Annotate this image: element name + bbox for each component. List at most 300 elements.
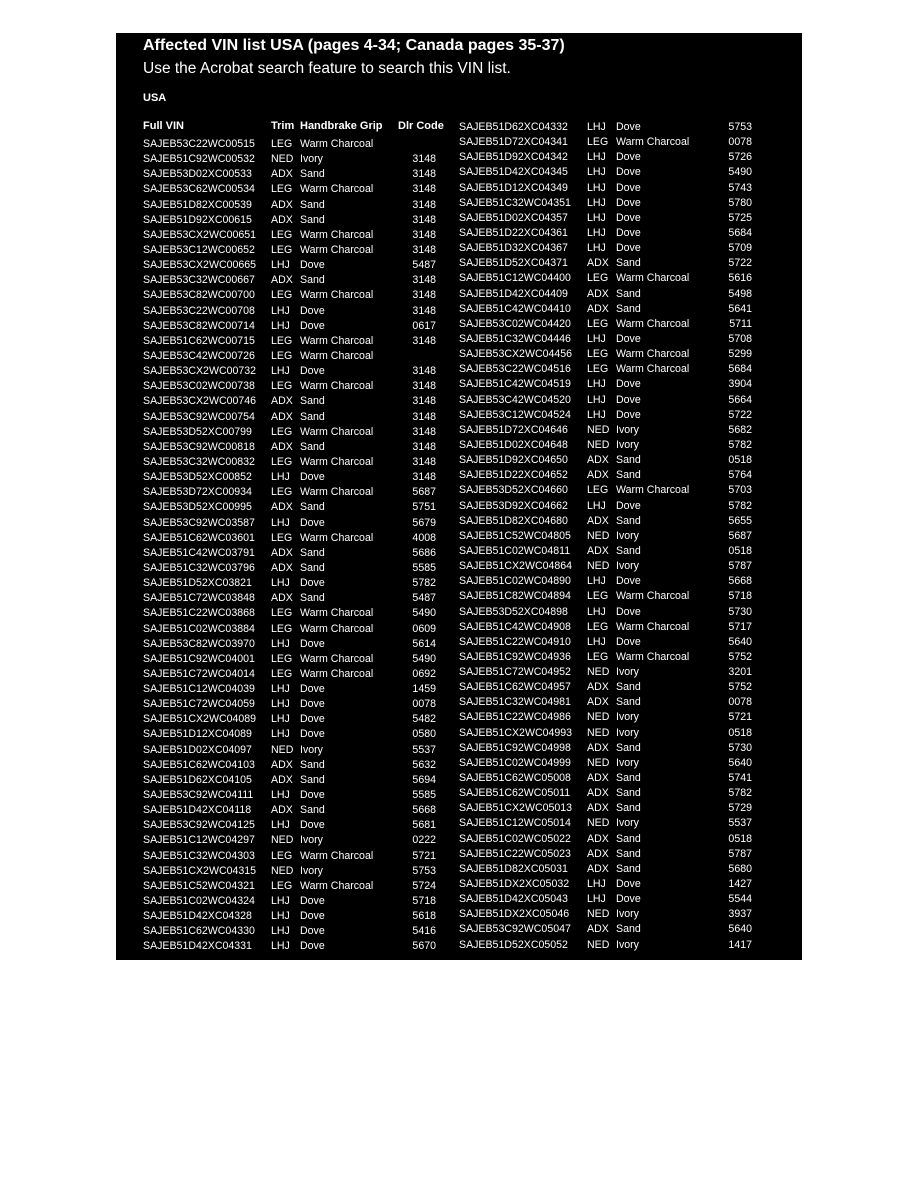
table-row bbox=[143, 697, 436, 712]
grip-cell: Warm Charcoal bbox=[300, 486, 374, 499]
dealer-code-cell: 0518 bbox=[728, 454, 752, 467]
table-row bbox=[143, 546, 436, 561]
vin-cell: SAJEB51C02WC03884 bbox=[143, 622, 255, 635]
trim-cell: LHJ bbox=[587, 151, 606, 164]
table-row bbox=[459, 271, 752, 286]
grip-cell: Ivory bbox=[300, 864, 323, 877]
trim-cell: LEG bbox=[271, 607, 293, 620]
grip-cell: Sand bbox=[616, 923, 641, 936]
vin-cell: SAJEB51CX2WC04993 bbox=[459, 726, 573, 739]
trim-cell: ADX bbox=[587, 469, 609, 482]
dealer-code-cell: 5708 bbox=[728, 332, 752, 345]
dealer-code-cell: 5709 bbox=[728, 242, 752, 255]
trim-cell: LHJ bbox=[271, 259, 290, 272]
trim-cell: ADX bbox=[271, 773, 293, 786]
dealer-code-cell: 3148 bbox=[412, 455, 436, 468]
vin-cell: SAJEB53C92WC04125 bbox=[143, 819, 255, 832]
table-row bbox=[459, 211, 752, 226]
vin-cell: SAJEB51D22XC04652 bbox=[459, 469, 568, 482]
dealer-code-cell: 5711 bbox=[729, 317, 752, 330]
trim-cell: LHJ bbox=[271, 683, 290, 696]
vin-cell: SAJEB53C92WC04111 bbox=[143, 789, 254, 802]
grip-cell: Warm Charcoal bbox=[300, 652, 374, 665]
grip-cell: Warm Charcoal bbox=[300, 380, 374, 393]
table-row bbox=[459, 559, 752, 574]
trim-cell: LEG bbox=[271, 183, 293, 196]
trim-cell: LEG bbox=[271, 425, 293, 438]
trim-cell: LHJ bbox=[587, 408, 606, 421]
dealer-code-cell: 5640 bbox=[728, 923, 752, 936]
vin-cell: SAJEB53D52XC00799 bbox=[143, 425, 252, 438]
trim-cell: NED bbox=[587, 817, 610, 830]
grip-cell: Warm Charcoal bbox=[300, 879, 374, 892]
vin-cell: SAJEB51D52XC03821 bbox=[143, 577, 252, 590]
table-row bbox=[143, 606, 436, 621]
dealer-code-cell: 5640 bbox=[728, 756, 752, 769]
trim-cell: LHJ bbox=[587, 121, 606, 133]
dealer-code-cell: 4008 bbox=[412, 531, 436, 544]
dealer-code-cell: 5490 bbox=[728, 166, 752, 179]
dealer-code-cell: 5655 bbox=[728, 514, 752, 527]
table-row bbox=[459, 362, 752, 377]
trim-cell: LEG bbox=[587, 620, 609, 633]
table-row bbox=[459, 408, 752, 423]
dealer-code-cell: 3148 bbox=[412, 440, 436, 453]
trim-cell: ADX bbox=[587, 802, 609, 815]
dealer-code-cell: 5743 bbox=[728, 181, 752, 194]
grip-cell: Dove bbox=[616, 332, 641, 345]
vin-cell: SAJEB53C32WC00667 bbox=[143, 274, 255, 287]
grip-cell: Ivory bbox=[616, 438, 639, 451]
trim-cell: LEG bbox=[271, 879, 293, 892]
trim-cell: ADX bbox=[271, 410, 293, 423]
grip-cell: Warm Charcoal bbox=[616, 348, 690, 361]
grip-cell: Dove bbox=[616, 196, 641, 209]
grip-cell: Dove bbox=[300, 319, 325, 332]
trim-cell: ADX bbox=[587, 741, 609, 754]
dealer-code-cell: 5416 bbox=[412, 925, 436, 938]
trim-cell: ADX bbox=[271, 804, 293, 817]
grip-cell: Dove bbox=[300, 304, 325, 317]
table-row bbox=[143, 440, 436, 455]
table-row bbox=[143, 531, 436, 546]
table-row bbox=[143, 470, 436, 485]
grip-cell: Warm Charcoal bbox=[300, 243, 374, 256]
vin-cell: SAJEB53C02WC00738 bbox=[143, 380, 255, 393]
grip-cell: Warm Charcoal bbox=[300, 622, 374, 635]
grip-cell: Sand bbox=[616, 802, 641, 815]
grip-cell: Sand bbox=[300, 410, 325, 423]
trim-cell: ADX bbox=[587, 772, 609, 785]
vin-cell: SAJEB51D42XC04118 bbox=[143, 804, 252, 817]
dealer-code-cell: 5537 bbox=[728, 817, 752, 830]
trim-cell: ADX bbox=[587, 862, 609, 875]
dealer-code-cell: 5641 bbox=[728, 302, 752, 315]
dealer-code-cell: 5721 bbox=[728, 711, 752, 724]
grip-cell: Warm Charcoal bbox=[616, 317, 690, 330]
dealer-code-cell: 5585 bbox=[412, 561, 436, 574]
table-row bbox=[459, 741, 752, 756]
trim-cell: NED bbox=[587, 756, 610, 769]
dealer-code-cell: 0609 bbox=[412, 622, 436, 635]
vin-cell: SAJEB51C72WC03848 bbox=[143, 592, 255, 605]
trim-cell: ADX bbox=[587, 302, 609, 315]
trim-cell: ADX bbox=[587, 696, 609, 709]
vin-cell: SAJEB51D92XC00615 bbox=[143, 213, 252, 226]
grip-cell: Sand bbox=[616, 287, 641, 300]
table-row bbox=[459, 635, 752, 650]
grip-cell: Sand bbox=[616, 787, 641, 800]
trim-cell: LHJ bbox=[587, 878, 606, 891]
dealer-code-cell: 5585 bbox=[412, 789, 436, 802]
vin-cell: SAJEB51C92WC04001 bbox=[143, 652, 255, 665]
vin-cell: SAJEB51C12WC05014 bbox=[459, 817, 571, 830]
grip-cell: Sand bbox=[300, 274, 325, 287]
vin-cell: SAJEB51D72XC04646 bbox=[459, 423, 568, 436]
dealer-code-cell: 0617 bbox=[412, 319, 436, 332]
trim-cell: ADX bbox=[271, 274, 293, 287]
dealer-code-cell: 3148 bbox=[412, 471, 436, 484]
dealer-code-cell: 3148 bbox=[412, 168, 436, 181]
grip-cell: Warm Charcoal bbox=[300, 667, 374, 680]
grip-cell: Dove bbox=[300, 471, 325, 484]
table-row bbox=[459, 377, 752, 392]
dealer-code-cell: 5487 bbox=[412, 259, 436, 272]
table-row bbox=[459, 438, 752, 453]
vin-cell: SAJEB51D82XC05031 bbox=[459, 862, 568, 875]
trim-cell: ADX bbox=[587, 832, 609, 845]
trim-cell: LEG bbox=[271, 243, 293, 256]
dealer-code-cell: 3148 bbox=[412, 183, 436, 196]
grip-cell: Warm Charcoal bbox=[300, 849, 374, 862]
table-row bbox=[143, 304, 436, 319]
trim-cell: NED bbox=[587, 726, 610, 739]
grip-cell: Sand bbox=[300, 198, 325, 211]
trim-cell: ADX bbox=[271, 758, 293, 771]
table-row bbox=[143, 516, 436, 531]
trim-cell: ADX bbox=[271, 395, 293, 408]
dealer-code-cell: 5490 bbox=[412, 607, 436, 620]
trim-cell: LHJ bbox=[587, 378, 606, 391]
vin-cell: SAJEB51D12XC04349 bbox=[459, 181, 568, 194]
table-row bbox=[143, 243, 436, 258]
vin-cell: SAJEB53D52XC00995 bbox=[143, 501, 252, 514]
table-row bbox=[143, 682, 436, 697]
trim-cell: LHJ bbox=[271, 789, 290, 802]
dealer-code-cell: 5498 bbox=[728, 287, 752, 300]
grip-cell: Sand bbox=[300, 213, 325, 226]
table-row bbox=[459, 226, 752, 241]
trim-cell: ADX bbox=[271, 168, 293, 181]
trim-cell: ADX bbox=[271, 440, 293, 453]
grip-cell: Sand bbox=[300, 546, 325, 559]
dealer-code-cell: 5487 bbox=[412, 592, 436, 605]
dealer-code-cell: 5664 bbox=[728, 393, 752, 406]
trim-cell: LEG bbox=[271, 289, 293, 302]
vin-cell: SAJEB51C92WC04936 bbox=[459, 650, 571, 663]
grip-cell: Sand bbox=[616, 469, 641, 482]
col-header-trim: Trim bbox=[271, 120, 295, 132]
grip-cell: Dove bbox=[300, 910, 325, 923]
page-title: Affected VIN list USA (pages 4-34; Canada pages 35-37) bbox=[143, 37, 565, 54]
vin-table-right bbox=[459, 120, 752, 953]
grip-cell: Ivory bbox=[616, 817, 639, 830]
grip-cell: Warm Charcoal bbox=[300, 334, 374, 347]
trim-cell: NED bbox=[587, 666, 610, 679]
trim-cell: LHJ bbox=[271, 304, 290, 317]
table-row bbox=[143, 167, 436, 182]
dealer-code-cell: 1459 bbox=[412, 683, 436, 696]
dealer-code-cell: 5687 bbox=[728, 529, 752, 542]
vin-cell: SAJEB53C92WC05047 bbox=[459, 923, 571, 936]
trim-cell: LHJ bbox=[271, 365, 290, 378]
vin-cell: SAJEB53C42WC04520 bbox=[459, 393, 571, 406]
dealer-code-cell: 5686 bbox=[412, 546, 436, 559]
table-row bbox=[143, 319, 436, 334]
table-row bbox=[459, 620, 752, 635]
dealer-code-cell: 3148 bbox=[412, 395, 436, 408]
vin-cell: SAJEB53C92WC00818 bbox=[143, 440, 255, 453]
trim-cell: NED bbox=[587, 560, 610, 573]
grip-cell: Dove bbox=[616, 226, 641, 239]
table-row bbox=[143, 228, 436, 243]
table-row bbox=[459, 150, 752, 165]
grip-cell: Ivory bbox=[616, 938, 639, 951]
table-row bbox=[143, 712, 436, 727]
grip-cell: Sand bbox=[616, 696, 641, 709]
trim-cell: LHJ bbox=[271, 698, 290, 711]
dealer-code-cell: 5782 bbox=[728, 499, 752, 512]
vin-cell: SAJEB51D92XC04342 bbox=[459, 151, 568, 164]
table-row bbox=[459, 847, 752, 862]
trim-cell: LEG bbox=[271, 334, 293, 347]
dealer-code-cell: 3148 bbox=[412, 304, 436, 317]
table-row bbox=[143, 500, 436, 515]
grip-cell: Ivory bbox=[616, 908, 639, 921]
table-row bbox=[143, 833, 436, 848]
dealer-code-cell: 5670 bbox=[412, 940, 436, 953]
trim-cell: ADX bbox=[271, 198, 293, 211]
trim-cell: LHJ bbox=[587, 226, 606, 239]
trim-cell: LHJ bbox=[587, 635, 606, 648]
grip-cell: Warm Charcoal bbox=[300, 183, 374, 196]
trim-cell: ADX bbox=[587, 847, 609, 860]
trim-cell: NED bbox=[271, 864, 294, 877]
trim-cell: LEG bbox=[587, 484, 609, 497]
trim-cell: LEG bbox=[271, 349, 293, 362]
table-row bbox=[143, 803, 436, 818]
col-header-code: Dlr Code bbox=[398, 120, 444, 132]
dealer-code-cell: 5717 bbox=[728, 620, 752, 633]
grip-cell: Warm Charcoal bbox=[300, 349, 374, 362]
trim-cell: NED bbox=[587, 438, 610, 451]
dealer-code-cell: 5787 bbox=[728, 560, 752, 573]
trim-cell: LHJ bbox=[271, 637, 290, 650]
grip-cell: Dove bbox=[616, 151, 641, 164]
vin-cell: SAJEB51D42XC04345 bbox=[459, 166, 568, 179]
dealer-code-cell: 5726 bbox=[728, 151, 752, 164]
grip-cell: Dove bbox=[300, 698, 325, 711]
table-row bbox=[143, 909, 436, 924]
vin-cell: SAJEB53C22WC00708 bbox=[143, 304, 255, 317]
dealer-code-cell: 5724 bbox=[412, 879, 436, 892]
dealer-code-cell: 0518 bbox=[728, 726, 752, 739]
grip-cell: Ivory bbox=[300, 153, 323, 166]
section-label-usa: USA bbox=[143, 92, 167, 104]
dealer-code-cell: 5780 bbox=[728, 196, 752, 209]
vin-cell: SAJEB51C32WC04446 bbox=[459, 332, 571, 345]
vin-cell: SAJEB51C02WC04324 bbox=[143, 895, 255, 908]
vin-cell: SAJEB53CX2WC00665 bbox=[143, 259, 257, 272]
dealer-code-cell: 3148 bbox=[412, 334, 436, 347]
table-row bbox=[143, 591, 436, 606]
vin-cell: SAJEB51DX2XC05046 bbox=[459, 908, 570, 921]
table-row bbox=[143, 894, 436, 909]
trim-cell: LHJ bbox=[587, 211, 606, 224]
grip-cell: Sand bbox=[616, 862, 641, 875]
vin-cell: SAJEB53CX2WC00651 bbox=[143, 228, 257, 241]
table-row bbox=[459, 165, 752, 180]
trim-cell: LEG bbox=[271, 667, 293, 680]
grip-cell: Sand bbox=[300, 440, 325, 453]
dealer-code-cell: 5618 bbox=[412, 910, 436, 923]
grip-cell: Dove bbox=[300, 577, 325, 590]
vin-cell: SAJEB51C22WC04986 bbox=[459, 711, 571, 724]
trim-cell: ADX bbox=[587, 544, 609, 557]
vin-cell: SAJEB51C62WC04103 bbox=[143, 758, 255, 771]
table-row bbox=[459, 423, 752, 438]
vin-cell: SAJEB53D52XC04660 bbox=[459, 484, 568, 497]
dealer-code-cell: 5482 bbox=[412, 713, 436, 726]
grip-cell: Dove bbox=[616, 211, 641, 224]
trim-cell: ADX bbox=[271, 592, 293, 605]
dealer-code-cell: 3148 bbox=[412, 380, 436, 393]
vin-cell: SAJEB51C62WC00715 bbox=[143, 334, 255, 347]
dealer-code-cell: 5764 bbox=[728, 469, 752, 482]
vin-cell: SAJEB51C62WC04957 bbox=[459, 681, 571, 694]
grip-cell: Sand bbox=[616, 514, 641, 527]
grip-cell: Dove bbox=[300, 819, 325, 832]
table-row bbox=[143, 379, 436, 394]
table-row bbox=[459, 938, 752, 953]
grip-cell: Warm Charcoal bbox=[300, 228, 374, 241]
table-row bbox=[143, 213, 436, 228]
vin-cell: SAJEB51C72WC04014 bbox=[143, 667, 255, 680]
dealer-code-cell: 5684 bbox=[728, 226, 752, 239]
trim-cell: LEG bbox=[587, 272, 609, 285]
grip-cell: Dove bbox=[616, 181, 641, 194]
table-row bbox=[143, 652, 436, 667]
trim-cell: LHJ bbox=[271, 819, 290, 832]
dealer-code-cell: 0222 bbox=[412, 834, 436, 847]
trim-cell: ADX bbox=[587, 257, 609, 270]
vin-cell: SAJEB53C12WC00652 bbox=[143, 243, 255, 256]
vin-cell: SAJEB51CX2WC04315 bbox=[143, 864, 257, 877]
vin-cell: SAJEB53C92WC03587 bbox=[143, 516, 255, 529]
trim-cell: LHJ bbox=[587, 605, 606, 618]
trim-cell: LHJ bbox=[587, 181, 606, 194]
table-row bbox=[459, 317, 752, 332]
dealer-code-cell: 3148 bbox=[412, 365, 436, 378]
dealer-code-cell: 5694 bbox=[412, 773, 436, 786]
table-row bbox=[143, 727, 436, 742]
dealer-code-cell: 0078 bbox=[728, 696, 752, 709]
table-row bbox=[459, 453, 752, 468]
grip-cell: Sand bbox=[616, 847, 641, 860]
vin-cell: SAJEB51D92XC04650 bbox=[459, 454, 568, 467]
table-row bbox=[459, 256, 752, 271]
dealer-code-cell: 5537 bbox=[412, 743, 436, 756]
grip-cell: Ivory bbox=[616, 423, 639, 436]
table-row bbox=[143, 864, 436, 879]
trim-cell: NED bbox=[587, 938, 610, 951]
vin-cell: SAJEB51C32WC04303 bbox=[143, 849, 255, 862]
dealer-code-cell: 5614 bbox=[412, 637, 436, 650]
col-header-vin: Full VIN bbox=[143, 120, 184, 132]
vin-cell: SAJEB53D92XC04662 bbox=[459, 499, 568, 512]
vin-cell: SAJEB51D42XC04409 bbox=[459, 287, 568, 300]
dealer-code-cell: 5616 bbox=[728, 272, 752, 285]
vin-cell: SAJEB53C82WC00700 bbox=[143, 289, 255, 302]
grip-cell: Dove bbox=[300, 940, 325, 953]
grip-cell: Dove bbox=[616, 499, 641, 512]
grip-cell: Dove bbox=[616, 575, 641, 588]
table-row bbox=[459, 726, 752, 741]
vin-cell: SAJEB51C52WC04805 bbox=[459, 529, 571, 542]
table-row bbox=[459, 877, 752, 892]
trim-cell: LHJ bbox=[587, 196, 606, 209]
grip-cell: Dove bbox=[616, 393, 641, 406]
dealer-code-cell: 0078 bbox=[728, 136, 752, 149]
table-row bbox=[459, 196, 752, 211]
trim-cell: LEG bbox=[271, 455, 293, 468]
table-row bbox=[459, 665, 752, 680]
vin-cell: SAJEB51C42WC04410 bbox=[459, 302, 571, 315]
vin-cell: SAJEB51D22XC04361 bbox=[459, 226, 568, 239]
dealer-code-cell: 5725 bbox=[728, 211, 752, 224]
vin-cell: SAJEB51D02XC04648 bbox=[459, 438, 568, 451]
dealer-code-cell: 1417 bbox=[728, 938, 752, 951]
dealer-code-cell: 3201 bbox=[728, 666, 752, 679]
dealer-code-cell: 3148 bbox=[412, 243, 436, 256]
grip-cell: Sand bbox=[300, 395, 325, 408]
table-row bbox=[459, 120, 752, 135]
dealer-code-cell: 5752 bbox=[728, 650, 752, 663]
grip-cell: Sand bbox=[300, 501, 325, 514]
dealer-code-cell: 0580 bbox=[412, 728, 436, 741]
dealer-code-cell: 5730 bbox=[728, 741, 752, 754]
dealer-code-cell: 5632 bbox=[412, 758, 436, 771]
trim-cell: LEG bbox=[271, 849, 293, 862]
dealer-code-cell: 0518 bbox=[728, 544, 752, 557]
vin-cell: SAJEB53D02XC00533 bbox=[143, 168, 252, 181]
grip-cell: Dove bbox=[300, 728, 325, 741]
table-row bbox=[459, 892, 752, 907]
vin-cell: SAJEB51D82XC00539 bbox=[143, 198, 252, 211]
dealer-code-cell: 5544 bbox=[728, 893, 752, 906]
vin-cell: SAJEB53D52XC04898 bbox=[459, 605, 568, 618]
grip-cell: Dove bbox=[616, 408, 641, 421]
grip-cell: Warm Charcoal bbox=[616, 590, 690, 603]
grip-cell: Dove bbox=[616, 635, 641, 648]
vin-cell: SAJEB51C02WC04811 bbox=[459, 544, 571, 557]
grip-cell: Sand bbox=[300, 773, 325, 786]
trim-cell: ADX bbox=[587, 787, 609, 800]
dealer-code-cell: 5753 bbox=[412, 864, 436, 877]
dealer-code-cell: 5680 bbox=[728, 862, 752, 875]
dealer-code-cell: 5684 bbox=[728, 363, 752, 376]
trim-cell: LEG bbox=[271, 380, 293, 393]
